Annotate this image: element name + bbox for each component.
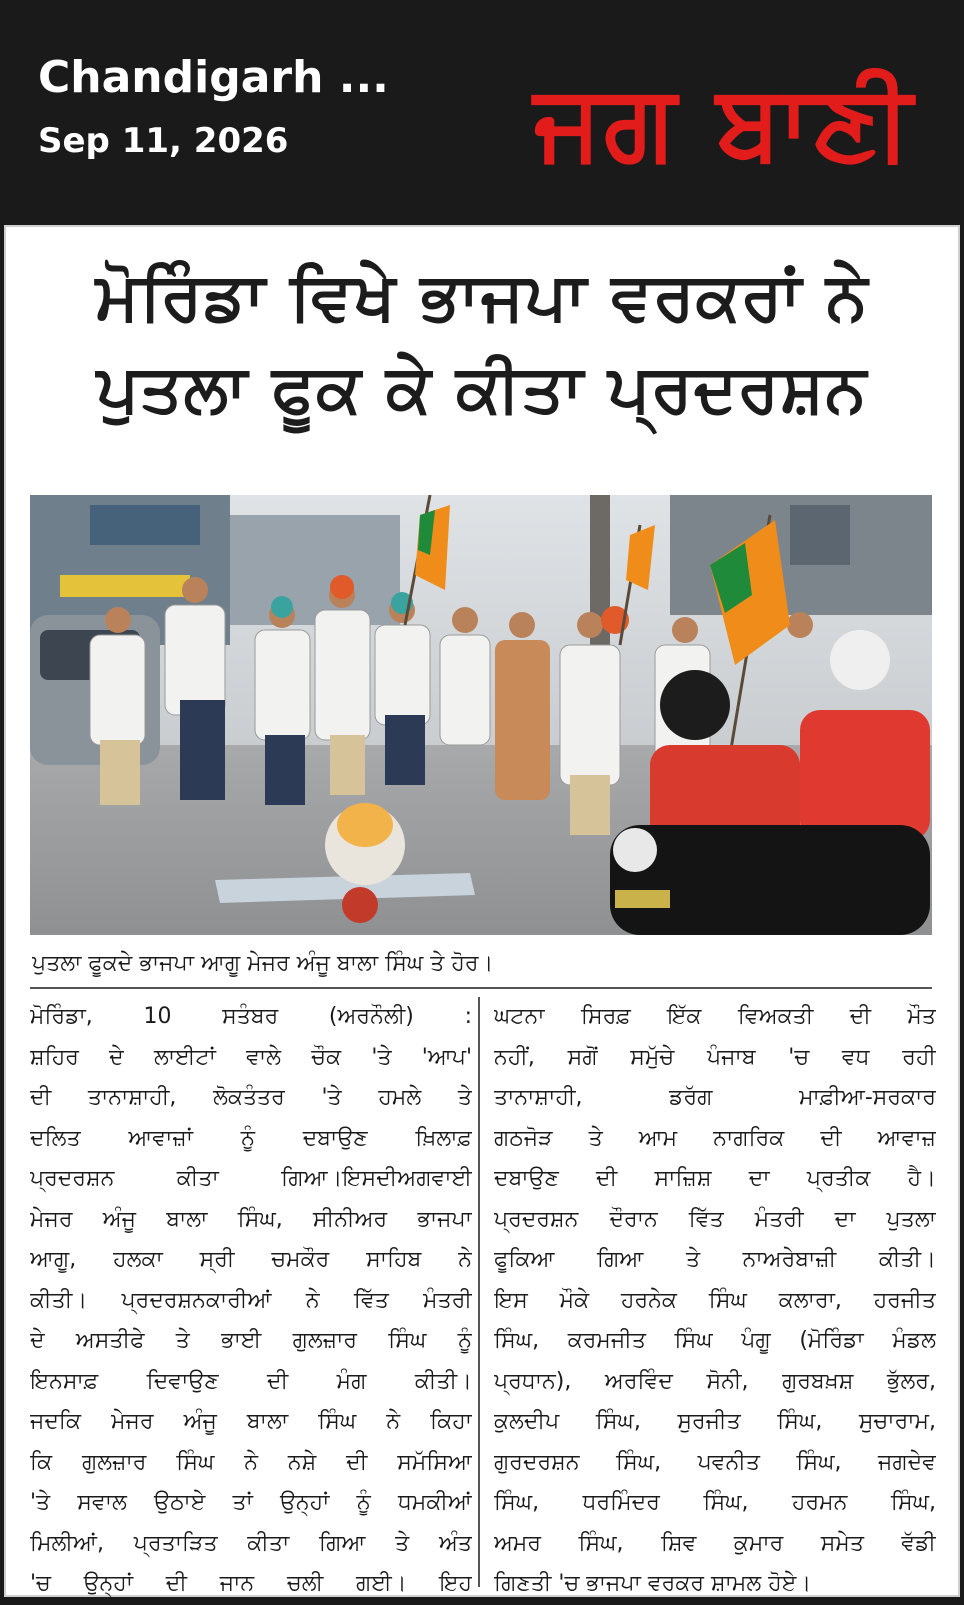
- text-line: 'ਚ ਉਨ੍ਹਾਂ ਦੀ ਜਾਨ ਚਲੀ ਗਈ। ਇਹ: [30, 1571, 472, 1596]
- text-line: ਇਨਸਾਫ਼ ਦਿਵਾਉਣ ਦੀ ਮੰਗ ਕੀਤੀ।: [30, 1368, 472, 1394]
- text-line: ਜਦਕਿ ਮੇਜਰ ਅੰਜੂ ਬਾਲਾ ਸਿੰਘ ਨੇ ਕਿਹਾ: [30, 1409, 472, 1434]
- text-line: ਦੇ ਅਸਤੀਫੇ ਤੇ ਭਾਈ ਗੁਲਜ਼ਾਰ ਸਿੰਘ ਨੂੰ: [30, 1328, 472, 1353]
- text-line: ਪ੍ਰਧਾਨ), ਅਰਵਿੰਦ ਸੋਨੀ, ਗੁਰਬਖ਼ਸ਼ ਭੁੱਲਰ,: [494, 1368, 936, 1394]
- text-line: ਮੋਰਿੰਡਾ, 10 ਸਤੰਬਰ (ਅਰਨੌਲੀ) :: [30, 1004, 472, 1029]
- text-line: ਗੁਰਦਰਸ਼ਨ ਸਿੰਘ, ਪਵਨੀਤ ਸਿੰਘ, ਜਗਦੇਵ: [494, 1449, 936, 1475]
- text-line: ਸਿੰਘ, ਕਰਮਜੀਤ ਸਿੰਘ ਪੰਗੂ (ਮੋਰਿੰਡਾ ਮੰਡਲ: [494, 1328, 936, 1353]
- text-line: ਆਗੂ, ਹਲਕਾ ਸ੍ਰੀ ਚਮਕੌਰ ਸਾਹਿਬ ਨੇ: [30, 1247, 472, 1272]
- headline-line-2: ਪੁਤਲਾ ਫੂਕ ਕੇ ਕੀਤਾ ਪ੍ਰਦਰਸ਼ਨ: [96, 350, 868, 427]
- edition-name: Chandigarh ...: [38, 52, 389, 103]
- text-line: ਪ੍ਰਦਰਸ਼ਨ ਕੀਤਾ ਗਿਆ।ਇਸਦੀਅਗਵਾਈ: [30, 1166, 472, 1191]
- text-line: ਨਹੀਂ, ਸਗੋਂ ਸਮੁੱਚੇ ਪੰਜਾਬ 'ਚ ਵਧ ਰਹੀ: [494, 1044, 936, 1070]
- text-line: ਫੂਕਿਆ ਗਿਆ ਤੇ ਨਾਅਰੇਬਾਜ਼ੀ ਕੀਤੀ।: [494, 1247, 936, 1272]
- text-line: ਘਟਨਾ ਸਿਰਫ਼ ਇੱਕ ਵਿਅਕਤੀ ਦੀ ਮੌਤ: [494, 1004, 936, 1029]
- clipping-header: [0, 0, 964, 225]
- text-line: ਗਠਜੋੜ ਤੇ ਆਮ ਨਾਗਰਿਕ ਦੀ ਆਵਾਜ਼: [494, 1125, 936, 1151]
- protest-photo-illustration: [30, 495, 932, 935]
- text-line: ਤਾਨਾਸ਼ਾਹੀ, ਡਰੱਗ ਮਾਫ਼ੀਆ-ਸਰਕਾਰ: [494, 1085, 936, 1110]
- article-column-left: [30, 997, 472, 1605]
- article-headline: [26, 251, 938, 435]
- text-line: ਮੇਜਰ ਅੰਜੂ ਬਾਲਾ ਸਿੰਘ, ਸੀਨੀਅਰ ਭਾਜਪਾ: [30, 1206, 472, 1232]
- text-line: ਸਿੰਘ, ਧਰਮਿੰਦਰ ਸਿੰਘ, ਹਰਮਨ ਸਿੰਘ,: [494, 1490, 936, 1515]
- newspaper-masthead: ਜਗ ਬਾਣੀ: [533, 61, 914, 183]
- text-line: ਦਲਿਤ ਆਵਾਜ਼ਾਂ ਨੂੰ ਦਬਾਉਣ ਖ਼ਿਲਾਫ਼: [30, 1125, 472, 1151]
- text-line: ਇਸ ਮੌਕੇ ਹਰਨੇਕ ਸਿੰਘ ਕਲਾਰਾ, ਹਰਜੀਤ: [494, 1287, 936, 1313]
- text-line: ਗਿਣਤੀ 'ਚ ਭਾਜਪਾ ਵਰਕਰ ਸ਼ਾਮਲ ਹੋਏ।: [494, 1571, 812, 1596]
- text-line: ਕਿ ਗੁਲਜ਼ਾਰ ਸਿੰਘ ਨੇ ਨਸ਼ੇ ਦੀ ਸਮੱਸਿਆ: [30, 1449, 472, 1475]
- edition-date: Sep 11, 2026: [38, 121, 289, 161]
- article-photo: [30, 495, 932, 935]
- text-line: ਸ਼ਹਿਰ ਦੇ ਲਾਈਟਾਂ ਵਾਲੇ ਚੌਕ 'ਤੇ 'ਆਪ': [30, 1044, 472, 1070]
- text-line: 'ਤੇ ਸਵਾਲ ਉਠਾਏ ਤਾਂ ਉਨ੍ਹਾਂ ਨੂੰ ਧਮਕੀਆਂ: [30, 1490, 472, 1515]
- text-line: ਅਮਰ ਸਿੰਘ, ਸ਼ਿਵ ਕੁਮਾਰ ਸਮੇਤ ਵੱਡੀ: [494, 1530, 936, 1556]
- text-line: ਕੀਤੀ। ਪ੍ਰਦਰਸ਼ਨਕਾਰੀਆਂ ਨੇ ਵਿੱਤ ਮੰਤਰੀ: [30, 1287, 472, 1313]
- caption-rule: [30, 987, 932, 989]
- article-page: [4, 225, 960, 1597]
- text-line: ਪ੍ਰਦਰਸ਼ਨ ਦੌਰਾਨ ਵਿੱਤ ਮੰਤਰੀ ਦਾ ਪੁਤਲਾ: [494, 1206, 936, 1232]
- column-divider: [478, 997, 480, 1587]
- text-line: ਦੀ ਤਾਨਾਸ਼ਾਹੀ, ਲੋਕਤੰਤਰ 'ਤੇ ਹਮਲੇ ਤੇ: [30, 1085, 472, 1110]
- headline-line-1: ਮੋਰਿੰਡਾ ਵਿਖੇ ਭਾਜਪਾ ਵਰਕਰਾਂ ਨੇ: [95, 258, 869, 335]
- photo-caption: ਪੁਤਲਾ ਫੂਕਦੇ ਭਾਜਪਾ ਆਗੂ ਮੇਜਰ ਅੰਜੂ ਬਾਲਾ ਸਿੰਘ ਤੇ ਹੋਰ।: [32, 951, 494, 976]
- text-line: ਮਿਲੀਆਂ, ਪ੍ਰਤਾੜਿਤ ਕੀਤਾ ਗਿਆ ਤੇ ਅੰਤ: [30, 1530, 472, 1556]
- text-line: ਦਬਾਉਣ ਦੀ ਸਾਜ਼ਿਸ਼ ਦਾ ਪ੍ਰਤੀਕ ਹੈ।: [494, 1166, 936, 1191]
- article-column-right: [494, 997, 936, 1605]
- text-line: ਕੁਲਦੀਪ ਸਿੰਘ, ਸੁਰਜੀਤ ਸਿੰਘ, ਸੁਚਾਰਾਮ,: [494, 1409, 936, 1434]
